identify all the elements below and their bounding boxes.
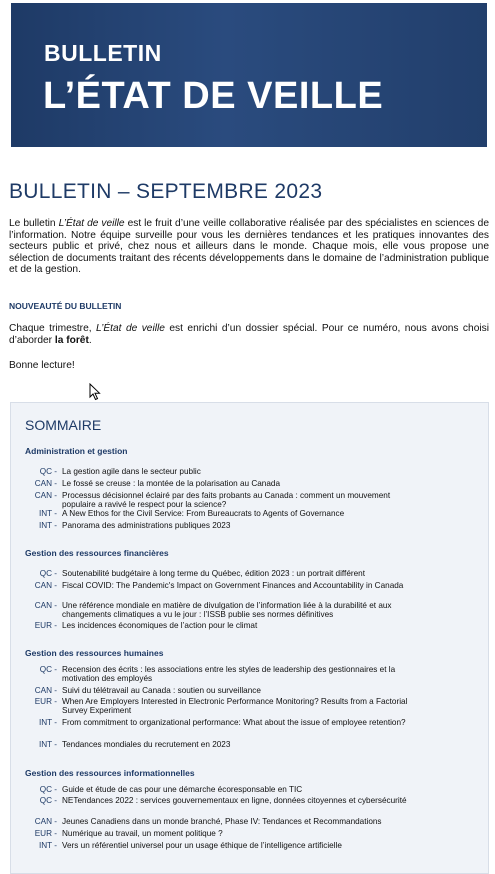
- sommaire-item-link[interactable]: Une référence mondiale en matière de divulgation de l’information liée à la durabilité et aux changements climatiques a vu le jour : l’ISSB publie ses normes définitives: [62, 601, 392, 619]
- banner-title: L’ÉTAT DE VEILLE: [43, 75, 384, 117]
- sommaire-item-link[interactable]: Numérique au travail, un moment politique ?: [62, 829, 223, 838]
- region-code: INT -: [38, 521, 57, 530]
- sommaire-section-title: Gestion des ressources informationnelles: [25, 768, 195, 778]
- region-code: QC -: [39, 796, 57, 805]
- sommaire-item-link[interactable]: Guide et étude de cas pour une démarche écoresponsable en TIC: [62, 785, 303, 794]
- region-code: CAN -: [34, 491, 57, 500]
- sommaire-item-link[interactable]: Les incidences économiques de l’action pour le climat: [62, 621, 258, 630]
- banner-subtitle: BULLETIN: [44, 40, 162, 66]
- region-code: QC -: [39, 569, 57, 578]
- intro-bulletin-name: L’État de veille: [58, 218, 125, 229]
- sommaire-item-link[interactable]: Tendances mondiales du recrutement en 2023: [62, 740, 231, 749]
- sommaire-section-title: Administration et gestion: [25, 446, 128, 456]
- sommaire-section-title: Gestion des ressources financières: [25, 548, 169, 558]
- sommaire-item-link[interactable]: A New Ethos for the Civil Service: From Bureaucrats to Agents of Governance: [62, 509, 345, 518]
- sommaire-panel: [10, 402, 489, 874]
- sommaire-item-link[interactable]: From commitment to organizational performance: What about the issue of employee retention?: [62, 718, 406, 727]
- region-code: CAN -: [34, 817, 57, 826]
- page-title: BULLETIN – SEPTEMBRE 2023: [9, 180, 323, 203]
- sommaire-item-link[interactable]: When Are Employers Interested in Electronic Performance Monitoring? Results from a Factorial Survey Experiment: [62, 697, 408, 715]
- region-code: EUR -: [34, 829, 57, 838]
- sommaire-section-title: Gestion des ressources humaines: [25, 648, 164, 658]
- sommaire-item-link[interactable]: Le fossé se creuse : la montée de la polarisation au Canada: [62, 479, 281, 488]
- sommaire-item-link[interactable]: La gestion agile dans le secteur public: [62, 467, 201, 476]
- intro-text-1: Le bulletin: [9, 218, 59, 229]
- region-code: QC -: [39, 467, 57, 476]
- sommaire-item-link[interactable]: Recension des écrits : les associations entre les styles de leadership des gestionnaires et la motivation des employés: [62, 665, 396, 683]
- sommaire-item-link[interactable]: Soutenabilité budgétaire à long terme du Québec, édition 2023 : un portrait différent: [62, 569, 365, 578]
- region-code: EUR -: [34, 697, 57, 706]
- bulletin-banner: [11, 3, 487, 147]
- nouveaute-text-1: Chaque trimestre,: [9, 323, 97, 334]
- nouveaute-topic: la forêt: [54, 334, 89, 346]
- sommaire-title: SOMMAIRE: [25, 417, 102, 433]
- nouveaute-heading: NOUVEAUTÉ DU BULLETIN: [9, 301, 122, 311]
- sommaire-item-link[interactable]: NETendances 2022 : services gouvernementaux en ligne, données citoyennes et cybersécurité: [62, 796, 407, 805]
- sommaire-item-link[interactable]: Fiscal COVID: The Pandemic's Impact on Government Finances and Accountability in Canada: [62, 581, 404, 590]
- nouveaute-text-2: est enrichi d’un dossier spécial. Pour ce numéro, nous avons choisi d’aborder: [9, 323, 489, 346]
- region-code: QC -: [39, 785, 57, 794]
- region-code: INT -: [38, 841, 57, 850]
- region-code: INT -: [38, 740, 57, 749]
- region-code: INT -: [38, 509, 57, 518]
- sommaire-item-link[interactable]: Jeunes Canadiens dans un monde branché, Phase IV: Tendances et Recommandations: [62, 817, 382, 826]
- nouveaute-bulletin-name: L’État de veille: [96, 323, 165, 334]
- region-code: QC -: [39, 665, 57, 674]
- sommaire-item-link[interactable]: Suivi du télétravail au Canada : soutien ou surveillance: [62, 686, 261, 695]
- nouveaute-text-3: .: [88, 334, 92, 346]
- region-code: CAN -: [34, 581, 57, 590]
- sommaire-item-link[interactable]: Panorama des administrations publiques 2023: [62, 521, 231, 530]
- bonne-lecture-text: Bonne lecture!: [9, 360, 75, 371]
- intro-text-2: est le fruit d’une veille collaborative réalisée par des spécialistes en sciences de l’information. Notre équipe surveille pour vous les dernières tendances et les pratiques innovantes des secteurs public et privé, chez nous et ailleurs dans le monde. Chaque mois, elle vous propose une sélection de documents traitant des récents développements dans le domaine de l’administration publique et de la gestion.: [9, 218, 490, 276]
- mouse-cursor-icon: [89, 383, 101, 401]
- intro-paragraph: [9, 218, 489, 276]
- sommaire-item-link[interactable]: Processus décisionnel éclairé par des faits probants au Canada : comment un mouvement populaire a ravivé le respect pour la science?: [62, 491, 391, 509]
- nouveaute-paragraph: [9, 323, 489, 347]
- region-code: CAN -: [34, 686, 57, 695]
- region-code: EUR -: [34, 621, 57, 630]
- sommaire-item-link[interactable]: Vers un référentiel universel pour un usage éthique de l’intelligence artificielle: [62, 841, 342, 850]
- region-code: CAN -: [34, 601, 57, 610]
- region-code: INT -: [38, 718, 57, 727]
- region-code: CAN -: [34, 479, 57, 488]
